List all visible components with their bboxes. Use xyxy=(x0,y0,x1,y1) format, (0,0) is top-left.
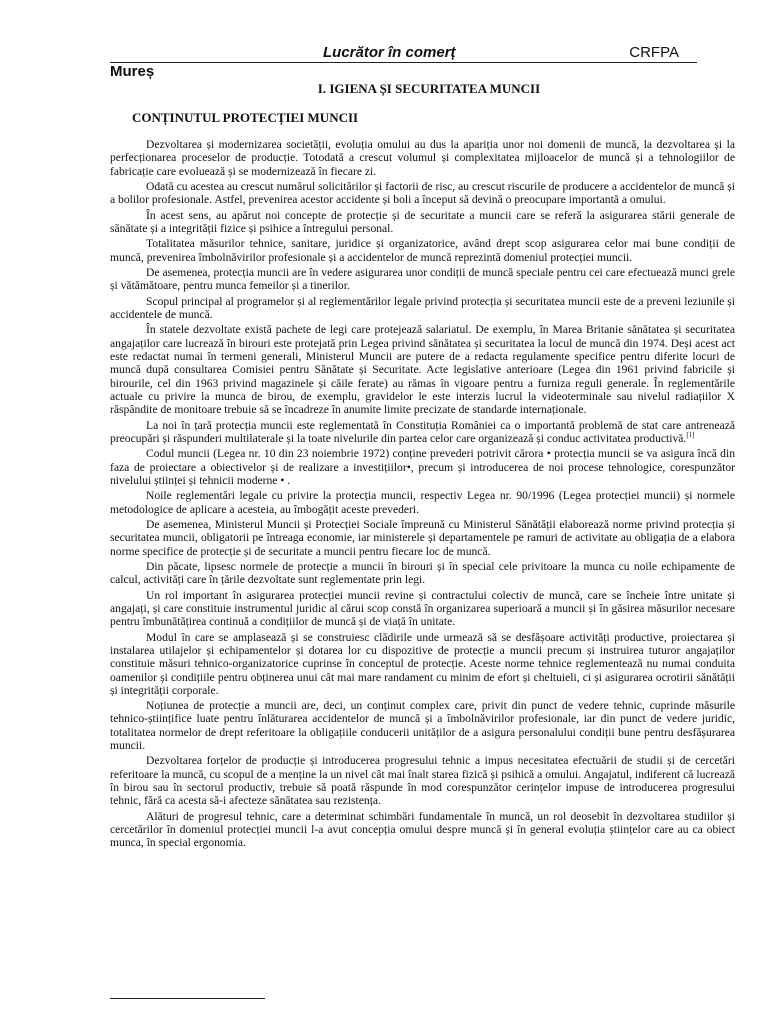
paragraph: Dezvoltarea și modernizarea societății, evoluția omului au dus la apariția unor noi domenii de muncă, la dezvoltarea și la perfecționarea proceselor de producție. Totodată a crescut volumul și complexitatea mijloacelor de muncă și a tehnologiilor de fabricație care evoluează și se modernizează în fiecare zi. xyxy=(110,138,735,178)
page-header xyxy=(110,44,697,63)
paragraph: Scopul principal al programelor și al reglementărilor legale privind protecția și securitatea muncii este de a preveni leziunile și accidentele de muncă. xyxy=(110,294,735,322)
paragraph: De asemenea, Ministerul Muncii și Protecției Sociale împreună cu Ministerul Sănătății elaborează norme privind protecția și securitatea muncii, obligatorii pe întreaga economie, iar ministerele și departamentele pe ramuri de activitate au obligația de a elabora norme specifice de protecție și de securitate a muncii pentru fiecare loc de muncă. xyxy=(110,517,735,558)
paragraph: Modul în care se amplasează și se construiesc clădirile unde urmează să se desfășoare activități productive, proiectarea și instalarea utilajelor și echipamentelor și dotarea lor cu dispozitive de protecție a muncii precum și instruirea tuturor angajaților constituie măsuri tehnico-organizatorice cuprinse în conceptul de protecție. Aceste norme tehnice reglementează nu numai conduita oamenilor și condițiile pentru obținerea unui cât mai mare randament cu minim de efort și cheltuieli, ci și asigurarea ocrotirii sănătății și integrității corporale. xyxy=(110,630,735,697)
paragraph: Codul muncii (Legea nr. 10 din 23 noiembrie 1972) conține prevederi potrivit cărora • protecția muncii se va asigura încă din faza de proiectare a obiectivelor și de realizare a investițiilor•, precum și introducerea de noi procese tehnologice, corespunzător nivelului științei și tehnicii moderne • . xyxy=(110,447,735,487)
header-location: Mureș xyxy=(110,63,155,80)
paragraph: Dezvoltarea forțelor de producție și introducerea progresului tehnic a impus necesitatea efectuării de studii și de cercetări referitoare la muncă, cu scopul de a menține la un nivel cât mai înalt starea fizică și psihică a omului. Angajatul, indiferent că lucrează în birou sau în sectorul productiv, trebuie să poată răspunde în mod corespunzător cerințelor impuse de introducerea progresului tehnic, fără ca acesta să-i afecteze sănătatea sau rezistența. xyxy=(110,754,735,808)
paragraph: Totalitatea măsurilor tehnice, sanitare, juridice și organizatorice, având drept scop asigurarea celor mai bune condiții de muncă, prevenirea îmbolnăvirilor profesionale și a accidentelor de muncă reprezintă domeniul protecției muncii. xyxy=(110,237,735,264)
paragraph-text: La noi în țară protecția muncii este reglementată în Constituția României ca o importantă problemă de stat care antrenează preocupări și răspunderi multilaterale și la toate nivelurile din partea celor care organizează și conduc activitatea productivă. xyxy=(110,418,735,445)
paragraph: Odată cu acestea au crescut numărul solicitărilor și factorii de risc, au crescut riscurile de producere a accidentelor de muncă și a bolilor profesionale. Astfel, prevenirea acestor accidente și boli a început să devină o preocupare importantă a omului. xyxy=(110,179,735,207)
footnote-reference[interactable]: [1] xyxy=(686,431,695,440)
paragraph: Noile reglementări legale cu privire la protecția muncii, respectiv Legea nr. 90/1996 (Legea protecției muncii) și normele metodologice de aplicare a acesteia, au îmbogățit aceste prevederi. xyxy=(110,489,735,516)
header-org: CRFPA xyxy=(629,44,679,61)
paragraph: Un rol important în asigurarea protecției muncii revine și contractului colectiv de muncă, care se încheie între unitate și angajați, și care constituie instrumentul juridic al cărui scop constă în organizarea superioară a muncii și în găsirea măsurilor necesare pentru îmbunătățirea continuă a condițiilor de muncă și de viață în unitate. xyxy=(110,588,735,629)
chapter-title: I. IGIENA ȘI SECURITATEA MUNCII xyxy=(317,81,541,96)
section-title: CONȚINUTUL PROTECȚIEI MUNCII xyxy=(132,110,359,125)
paragraph: În statele dezvoltate există pachete de legi care protejează salariatul. De exemplu, în Marea Britanie sănătatea și securitatea angajaților care lucrează în birouri este protejată prin Legea privind sănătatea și securitatea la locul de muncă din 1974. Deși acest act este redactat numai în termeni generali, Ministerul Muncii are putere de a redacta regulamente specifice pentru diferite locuri de muncă după consultarea Comisiei pentru Sănătate și Securitate. Acte legislative anterioare (Legea din 1961 privind fabricile și birourile, cel din 1963 privind magazinele și căile ferate) au rămas în vigoare pentru a furniza reguli generale. În reglementările actuale cu privire la munca de birou, de exemplu, gravidelor le este interzis lucrul la videoterminale sau nivelul radiațiilor X răspândite de monitoare trebuie să se încadreze în anumite limite precizate de standarde internaționale. xyxy=(110,323,735,417)
header-title: Lucrător în comerț xyxy=(323,44,456,61)
paragraph: Din păcate, lipsesc normele de protecție a muncii în birouri și în special cele privitoare la munca cu noile echipamente de calcul, activități care în țările dezvoltate sunt reglementate prin legi. xyxy=(110,559,735,587)
paragraph-with-footnote xyxy=(110,419,735,446)
footnote-separator xyxy=(110,998,265,999)
paragraph: Alături de progresul tehnic, care a determinat schimbări fundamentale în muncă, un rol deosebit în dezvoltarea studiilor și cercetărilor în domeniul protecției muncii l-a avut concepția omului despre muncă și în general evoluția științelor care au ca obiect munca, în special ergonomia. xyxy=(110,809,735,850)
paragraph: În acest sens, au apărut noi concepte de protecție și de securitate a muncii care se referă la asigurarea stării generale de sănătate și a integrității fizice și psihice a întregului personal. xyxy=(110,208,735,235)
paragraph: De asemenea, protecția muncii are în vedere asigurarea unor condiții de muncă speciale pentru cei care efectuează munci grele și vătămătoare, pentru munca femeilor și a tinerilor. xyxy=(110,266,735,293)
body-text xyxy=(110,138,735,852)
paragraph: Noțiunea de protecție a muncii are, deci, un conținut complex care, privit din punct de vedere tehnic, cuprinde măsurile tehnico-științifice luate pentru înlăturarea accidentelor de muncă și a îmbolnăvirilor profesionale, iar din punct de vedere juridic, totalitatea normelor de drept referitoare la obligațiile conducerii unităților de a asigura personalului condiții bune pentru desfășurarea muncii. xyxy=(110,699,735,753)
